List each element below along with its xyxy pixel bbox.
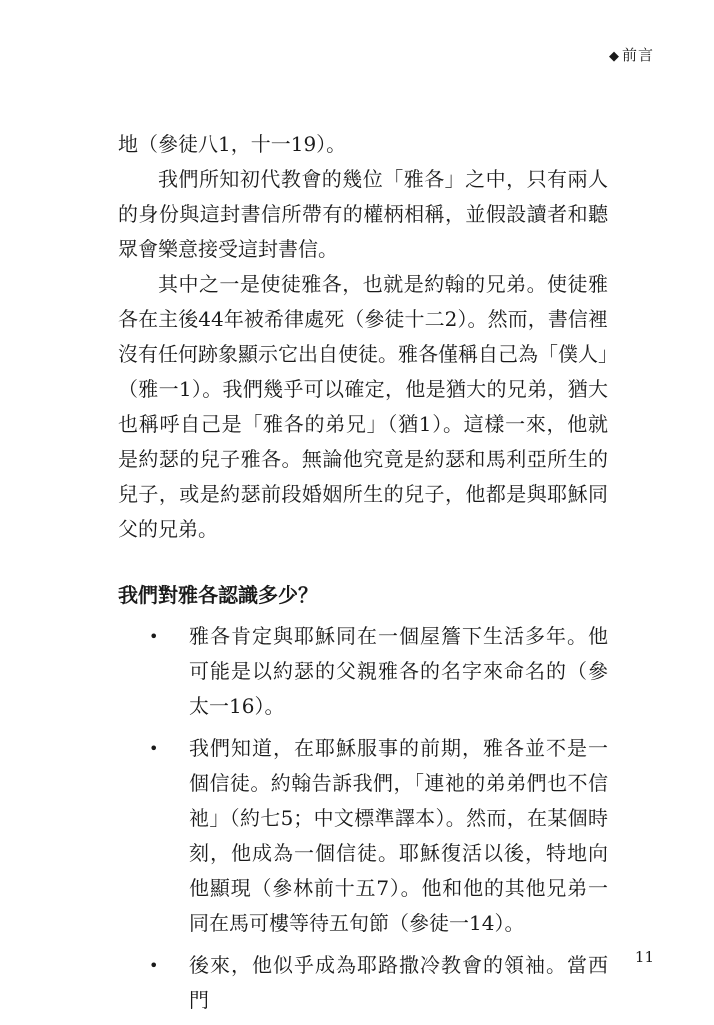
list-item-text: 雅各肯定與耶穌同在一個屋簷下生活多年。他可能是以約瑟的父親雅各的名字來命名的（參太一16）。 (189, 624, 608, 718)
bullet-icon: • (149, 739, 159, 758)
list-item (118, 619, 608, 724)
paragraph-continuation: 地（參徒八1，十一19）。 (118, 132, 347, 156)
bullet-icon: • (149, 627, 159, 646)
list-item (118, 948, 608, 1018)
paragraph-two-james: 我們所知初代教會的幾位「雅各」之中，只有兩人的身份與這封書信所帶有的權柄相稱，並假設讀者和聽眾會樂意接受這封書信。 (118, 167, 608, 261)
bullet-list (118, 619, 608, 1018)
list-item-text: 後來，他似乎成為耶路撒冷教會的領袖。當西門 (189, 953, 608, 1012)
running-header (609, 44, 654, 65)
list-item-text: 我們知道，在耶穌服事的前期，雅各並不是一個信徒。約翰告訴我們，「連祂的弟弟們也不信祂」（約七5；中文標準譯本）。然而，在某個時刻，他成為一個信徒。耶穌復活以後，特地向他顯現（參林前十五7）。他和他的其他兄弟一同在馬可樓等待五旬節（參徒一14）。 (189, 736, 608, 935)
list-item (118, 731, 608, 941)
section-title: 前言 (621, 46, 654, 64)
bullet-icon: • (149, 956, 159, 975)
section-heading: 我們對雅各認識多少？ (118, 583, 318, 607)
page-body (118, 127, 608, 1025)
page-number: 11 (634, 948, 654, 966)
paragraph-apostle-james: 其中之一是使徒雅各，也就是約翰的兄弟。使徒雅各在主後44年被希律處死（參徒十二2）。然而，書信裡沒有任何跡象顯示它出自使徒。雅各僅稱自己為「僕人」（雅一1）。我們幾乎可以確定，他是猶大的兄弟，猶大也稱呼自己是「雅各的弟兄」（猶1）。這樣一來，他就是約瑟的兒子雅各。無論他究竟是約瑟和馬利亞所生的兒子，或是約瑟前段婚姻所生的兒子，他都是與耶穌同父的兄弟。 (118, 272, 608, 541)
diamond-icon: ◆ (608, 49, 620, 64)
